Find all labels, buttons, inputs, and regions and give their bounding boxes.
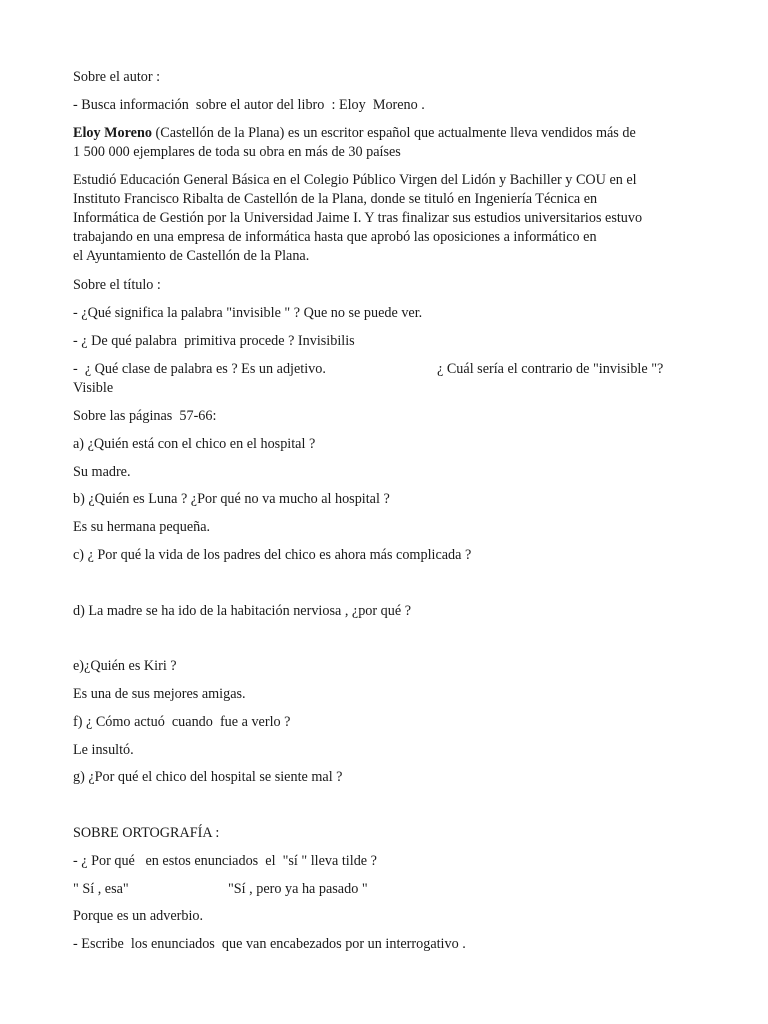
title-heading: Sobre el título : (73, 277, 161, 293)
pages-heading: Sobre las páginas 57-66: (73, 408, 217, 424)
education-line: el Ayuntamiento de Castellón de la Plana. (73, 248, 310, 264)
author-task: - Busca información sobre el autor del libro : Eloy Moreno . (73, 97, 425, 113)
question-d: d) La madre se ha ido de la habitación nerviosa , ¿por qué ? (73, 603, 411, 619)
orthography-question-tilde: - ¿ Por qué en estos enunciados el "sí " lleva tilde ? (73, 853, 377, 869)
education-line: Informática de Gestión por la Universidad Jaime I. Y tras finalizar sus estudios universitarios estuvo (73, 210, 643, 226)
title-question-class: - ¿ Qué clase de palabra es ? Es un adjetivo. (73, 361, 326, 377)
orthography-answer: Porque es un adverbio. (73, 908, 204, 924)
orthography-task: - Escribe los enunciados que van encabezados por un interrogativo . (73, 936, 466, 952)
question-a: a) ¿Quién está con el chico en el hospital ? (73, 436, 316, 452)
question-b: b) ¿Quién es Luna ? ¿Por qué no va mucho al hospital ? (73, 491, 390, 507)
title-question-opposite: ¿ Cuál sería el contrario de "invisible "? (437, 361, 664, 377)
answer-b: Es su hermana pequeña. (73, 519, 211, 535)
question-e: e)¿Quién es Kiri ? (73, 658, 177, 674)
answer-a: Su madre. (73, 464, 131, 480)
orthography-heading: SOBRE ORTOGRAFÍA : (73, 825, 220, 841)
author-bio-line: 1 500 000 ejemplares de toda su obra en más de 30 países (73, 144, 401, 160)
title-question-origin: - ¿ De qué palabra primitiva procede ? Invisibilis (73, 333, 355, 349)
education-line: Estudió Educación General Básica en el Colegio Público Virgen del Lidón y Bachiller y COU en el (73, 172, 637, 188)
education-line: trabajando en una empresa de informática hasta que aprobó las oposiciones a informático en (73, 229, 597, 245)
title-question-meaning: - ¿Qué significa la palabra "invisible " ? Que no se puede ver. (73, 305, 423, 321)
title-answer-opposite: Visible (73, 380, 114, 396)
author-education-paragraph (73, 171, 713, 266)
author-name: Eloy Moreno (73, 125, 152, 141)
orthography-example-2: "Sí , pero ya ha pasado " (228, 881, 368, 897)
answer-f: Le insultó. (73, 742, 134, 758)
answer-e: Es una de sus mejores amigas. (73, 686, 246, 702)
author-bio-paragraph (73, 124, 713, 162)
author-heading: Sobre el autor : (73, 69, 161, 85)
author-bio-text: (Castellón de la Plana) es un escritor español que actualmente lleva vendidos más de (151, 125, 636, 141)
education-line: Instituto Francisco Ribalta de Castellón de la Plana, donde se tituló en Ingeniería Técnica en (73, 191, 598, 207)
question-c: c) ¿ Por qué la vida de los padres del chico es ahora más complicada ? (73, 547, 472, 563)
question-f: f) ¿ Cómo actuó cuando fue a verlo ? (73, 714, 291, 730)
question-g: g) ¿Por qué el chico del hospital se siente mal ? (73, 769, 343, 785)
orthography-example-1: " Sí , esa" (73, 881, 129, 897)
